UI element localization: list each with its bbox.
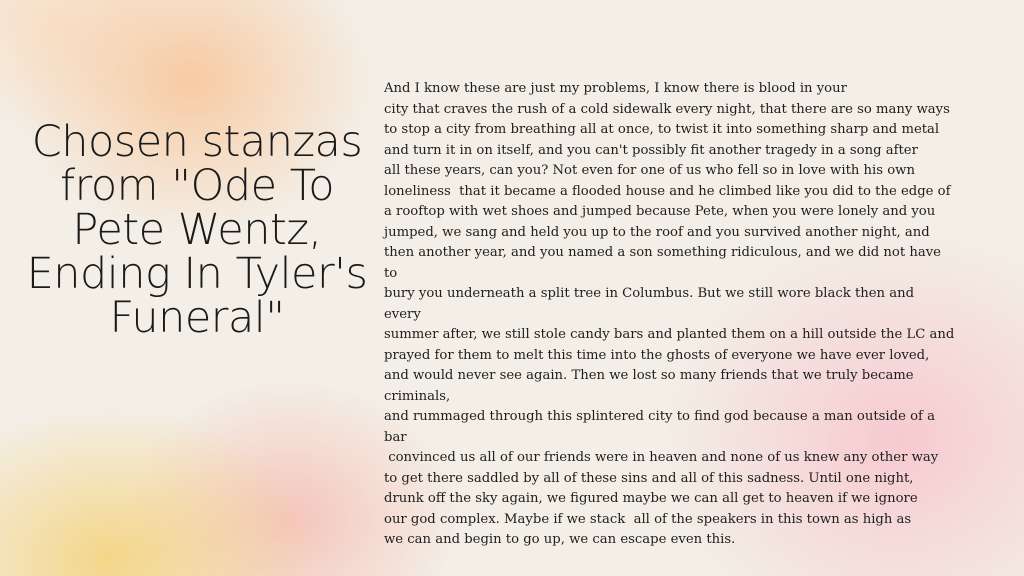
poem-text: And I know these are just my problems, I know there is blood in your city that craves the rush of a cold sidewalk every night, that there are so many ways to stop a city from breathing all at once, to twist it into something sharp and metal and turn it in on itself, and you can't possibly fit another tragedy in a song after all these years, can you? Not even for one of us who fell so in love with his own loneliness that it became a flooded house and he climbed like you did to the edge of a rooftop with wet shoes and jumped because Pete, when you were lonely and you jumped, we sang and held you up to the roof and you survived another night, and then another year, and you named a son something ridiculous, and we did not have to bury you underneath a split tree in Columbus. But we still wore black then and every summer after, we still stole candy bars and planted them on a hill outside the LC and prayed for them to melt this time into the ghosts of everyone we have ever loved, and would never see again. Then we lost so many friends that we truly became criminals, and rummaged through this splintered city to find god because a man outside of a bar convinced us all of our friends were in heaven and none of us knew any other way to get there saddled by all of these sins and all of this sadness. Until one night, drunk off the sky again, we figured maybe we can all get to heaven if we ignore our god complex. Maybe if we stack all of the speakers in this town as high as we can and begin to go up, we can escape even this. (384, 81, 955, 547)
slide-title: Chosen stanzas from "Ode To Pete Wentz, Ending In Tyler's Funeral" (26, 117, 368, 343)
